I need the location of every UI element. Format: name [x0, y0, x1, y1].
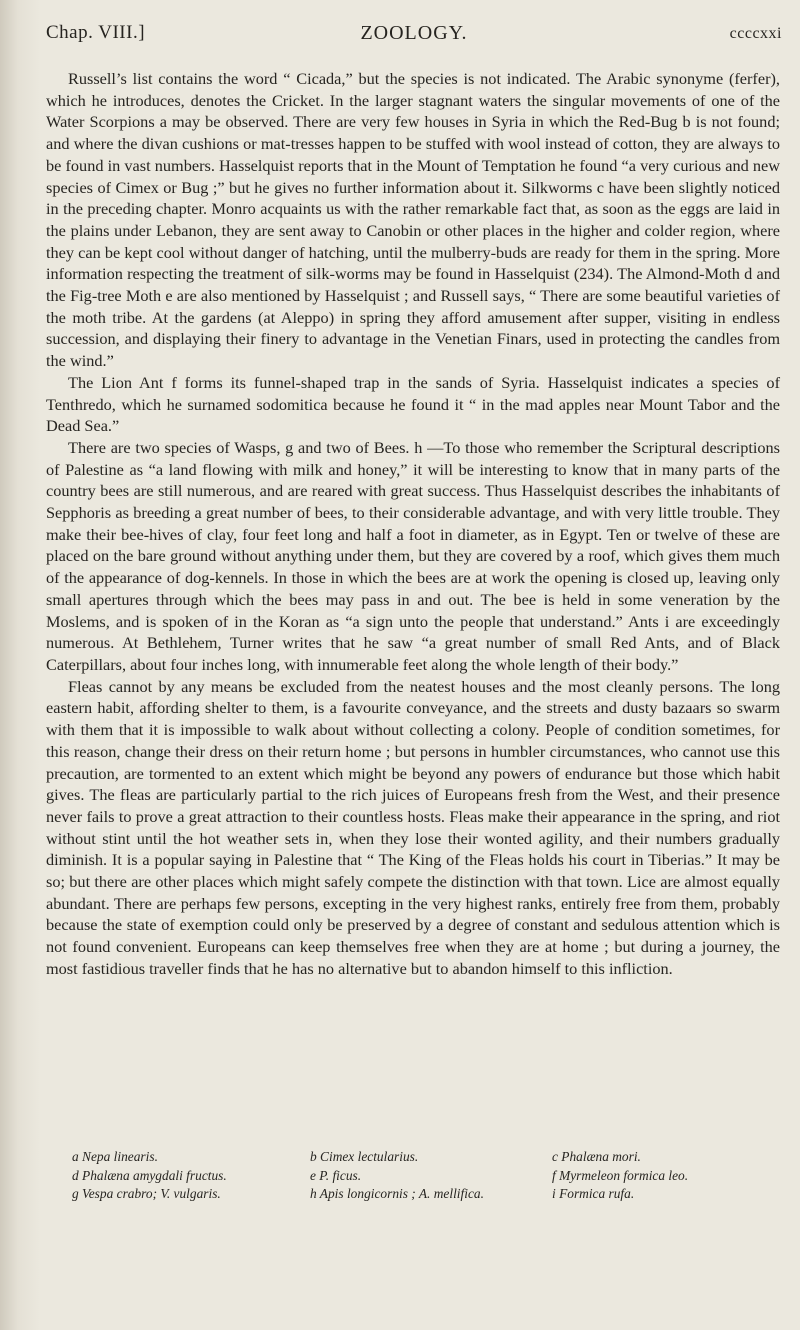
footnotes: [72, 1148, 776, 1204]
footnote-row: [72, 1185, 776, 1204]
section-title: ZOOLOGY.: [360, 22, 468, 44]
footnote: b Cimex lectularius.: [310, 1149, 419, 1164]
footnote: d Phalæna amygdali fructus.: [72, 1167, 227, 1183]
footnote: h Apis longicornis ; A. mellifica.: [310, 1186, 484, 1201]
footnote: g Vespa crabro; V. vulgaris.: [72, 1186, 221, 1201]
page-number: ccccxxi: [729, 25, 782, 42]
footnote: e P. ficus.: [310, 1167, 362, 1183]
footnote-row: [72, 1167, 776, 1186]
body-text: [46, 68, 780, 980]
footnote: f Myrmeleon formica leo.: [552, 1167, 689, 1183]
footnote-row: [72, 1148, 776, 1167]
footnote: i Formica rufa.: [552, 1186, 635, 1201]
paragraph-bees: There are two species of Wasps, g and two of Bees. h —To those who remember the Scriptural descriptions of Palestine as “a land flowing with milk and honey,” it will be interesting to know that in many parts of the country bees are still numerous, and are reared with great success. Thus Hasselquist describes the inhabitants of Sepphoris as breeding a great number of bees, to their considerable advantage, and with very little trouble. They make their bee-hives of clay, four feet long and half a foot in diameter, as in Egypt. Ten or twelve of these are placed on the bare ground without anything under them, but they are covered by a roof, which gives them much of the appearance of dog-kennels. In those in which the bees are at work the opening is closed up, leaving only small apertures through which the bees may pass in and out. The bee is held in some veneration by the Moslems, and is spoken of in the Koran as “a sign unto the people that understand.” Ants i are exceedingly numerous. At Bethlehem, Turner writes that he saw “a great number of small Red Ants, and of Black Caterpillars, about four inches long, with innumerable feet along the whole length of their body.”: [46, 437, 780, 674]
paragraph-lion-ant: The Lion Ant f forms its funnel-shaped trap in the sands of Syria. Hasselquist indicates a species of Tenthredo, which he surnamed sodomitica because he found it “ in the mad apples near Mount Tabor and the Dead Sea.”: [46, 372, 780, 436]
paragraph-insects: Russell’s list contains the word “ Cicada,” but the species is not indicated. The Arabic synonyme (ferfer), which he introduces, denotes the Cricket. In the larger stagnant waters the singular movements of one of the Water Scorpions a may be observed. There are very few houses in Syria in which the Red-Bug b is not found; and where the divan cushions or mat-tresses happen to be stuffed with wool instead of cotton, they are always to be found in vast numbers. Hasselquist reports that in the Mount of Temptation he found “a very curious and new species of Cimex or Bug ;” but he gives no further information about it. Silkworms c have been slightly noticed in the preceding chapter. Monro acquaints us with the rather remarkable fact that, as soon as the eggs are laid in the plains under Lebanon, they are sent away to Canobin or other places in the higher and colder region, where they can be kept cool without danger of hatching, until the mulberry-buds are ready for them in the spring. More information respecting the treatment of silk-worms may be found in Hasselquist (234). The Almond-Moth d and the Fig-tree Moth e are also mentioned by Hasselquist ; and Russell says, “ There are some beautiful varieties of the moth tribe. At the gardens (at Aleppo) in spring they afford amusement after supper, visiting in endless succession, and displaying their finery to advantage in the Venetian Finars, used in protecting the candles from the wind.”: [46, 69, 780, 371]
paragraph-fleas: Fleas cannot by any means be excluded from the neatest houses and the most cleanly persons. The long eastern habit, affording shelter to them, is a favourite conveyance, and the streets and dusty bazaars so swarm with them that it is impossible to walk about without collecting a colony. People of condition sometimes, for this reason, change their dress on their return home ; but persons in humbler circumstances, who cannot use this precaution, are tormented to an extent which might be beyond any powers of endurance but those which habit gives. The fleas are particularly partial to the rich juices of Europeans fresh from the West, and their presence never fails to prove a great attraction to their countless hosts. Fleas make their appearance in the spring, and riot without stint until the hot weather sets in, when they lose their wonted agility, and their numbers gradually diminish. It is a popular saying in Palestine that “ The King of the Fleas holds his court in Tiberias.” It may be so; but there are other places which might safely compete the distinction with that town. Lice are almost equally abundant. There are perhaps few persons, excepting in the very highest ranks, entirely free from them, probably because the state of exemption could only be preserved by a degree of constant and sedulous attention which is not found convenient. Europeans can keep themselves free when they are at home ; but during a journey, the most fastidious traveller finds that he has no alternative but to abandon himself to this infliction.: [46, 676, 780, 978]
footnote: c Phalæna mori.: [552, 1149, 641, 1164]
footnote: a Nepa linearis.: [72, 1149, 158, 1164]
running-header: [46, 22, 782, 52]
chapter-label: Chap. VIII.]: [46, 22, 146, 43]
